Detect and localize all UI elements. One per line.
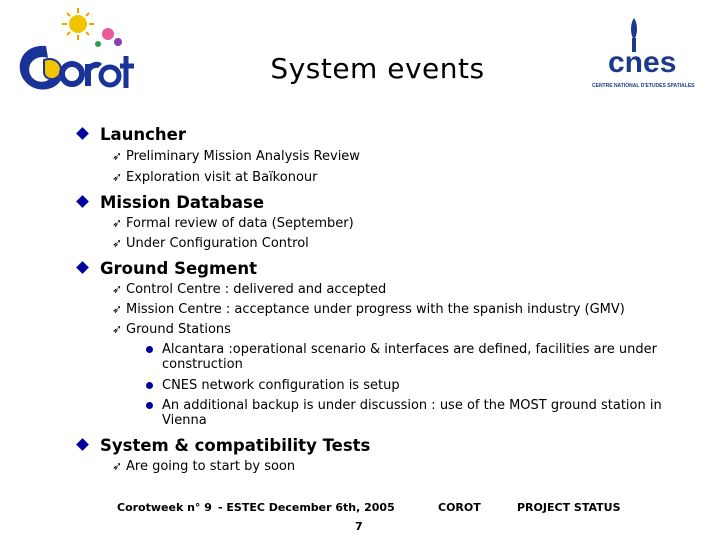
list-item [112,322,231,337]
sub-list-item [162,398,672,428]
section-ground-segment [100,259,257,278]
cnes-wordmark: cnes [608,46,677,79]
section-label: Mission Database [100,193,265,212]
section-mission-database [100,193,264,212]
sub-list-item-text: CNES network configuration is setup [162,378,400,393]
dot-bullet-icon [146,382,153,389]
section-label: Ground Segment [100,259,257,278]
sub-list-item-text: An additional backup is under discussion : use of the MOST ground station in Vienna [162,398,662,428]
arrow-bullet-icon: ➶ [112,216,123,230]
diamond-bullet-icon [76,438,89,451]
slide-title: System events [270,52,485,85]
arrow-bullet-icon: ➶ [112,282,123,296]
list-item [112,170,318,185]
list-item-text: Preliminary Mission Analysis Review [126,149,360,164]
page-number: 7 [355,520,363,533]
arrow-bullet-icon: ➶ [112,302,123,316]
sub-list-item-text: Alcantara :operational scenario & interfaces are defined, facilities are under construction [162,342,657,372]
diamond-bullet-icon [76,195,89,208]
dot-bullet-icon [146,402,153,409]
arrow-bullet-icon: ➶ [112,236,123,250]
arrow-bullet-icon: ➶ [112,170,123,184]
diamond-bullet-icon [76,261,89,274]
list-item-text: Ground Stations [126,322,231,337]
list-item-text: Under Configuration Control [126,236,309,251]
dot-bullet-icon [146,346,153,353]
section-label: Launcher [100,125,186,144]
list-item [112,282,387,297]
list-item [112,459,296,474]
list-item-text: Exploration visit at Baïkonour [126,170,318,185]
list-item-text: Are going to start by soon [126,459,296,474]
cnes-caption: CENTRE NATIONAL D'ETUDES SPATIALES [592,83,695,89]
sun-icon [62,8,94,40]
section-label: System & compatibility Tests [100,436,371,455]
list-item-text: Mission Centre : acceptance under progress with the spanish industry (GMV) [126,302,625,317]
list-item [112,302,625,317]
footer-meeting: Corotweek n° 9 [117,501,212,514]
list-item-text: Control Centre : delivered and accepted [126,282,387,297]
footer-project: COROT [438,501,481,514]
list-item [112,216,354,231]
footer-venue: - ESTEC December 6th, 2005 [218,501,395,514]
sub-list-item [162,342,672,372]
section-launcher [100,125,186,144]
diamond-bullet-icon [76,127,89,140]
list-item-text: Formal review of data (September) [126,216,354,231]
arrow-bullet-icon: ➶ [112,459,123,473]
arrow-bullet-icon: ➶ [112,149,123,163]
sub-list-item [162,378,672,393]
arrow-bullet-icon: ➶ [112,322,123,336]
list-item [112,149,360,164]
section-system-tests [100,436,370,455]
footer-status: PROJECT STATUS [517,501,621,514]
list-item [112,236,309,251]
